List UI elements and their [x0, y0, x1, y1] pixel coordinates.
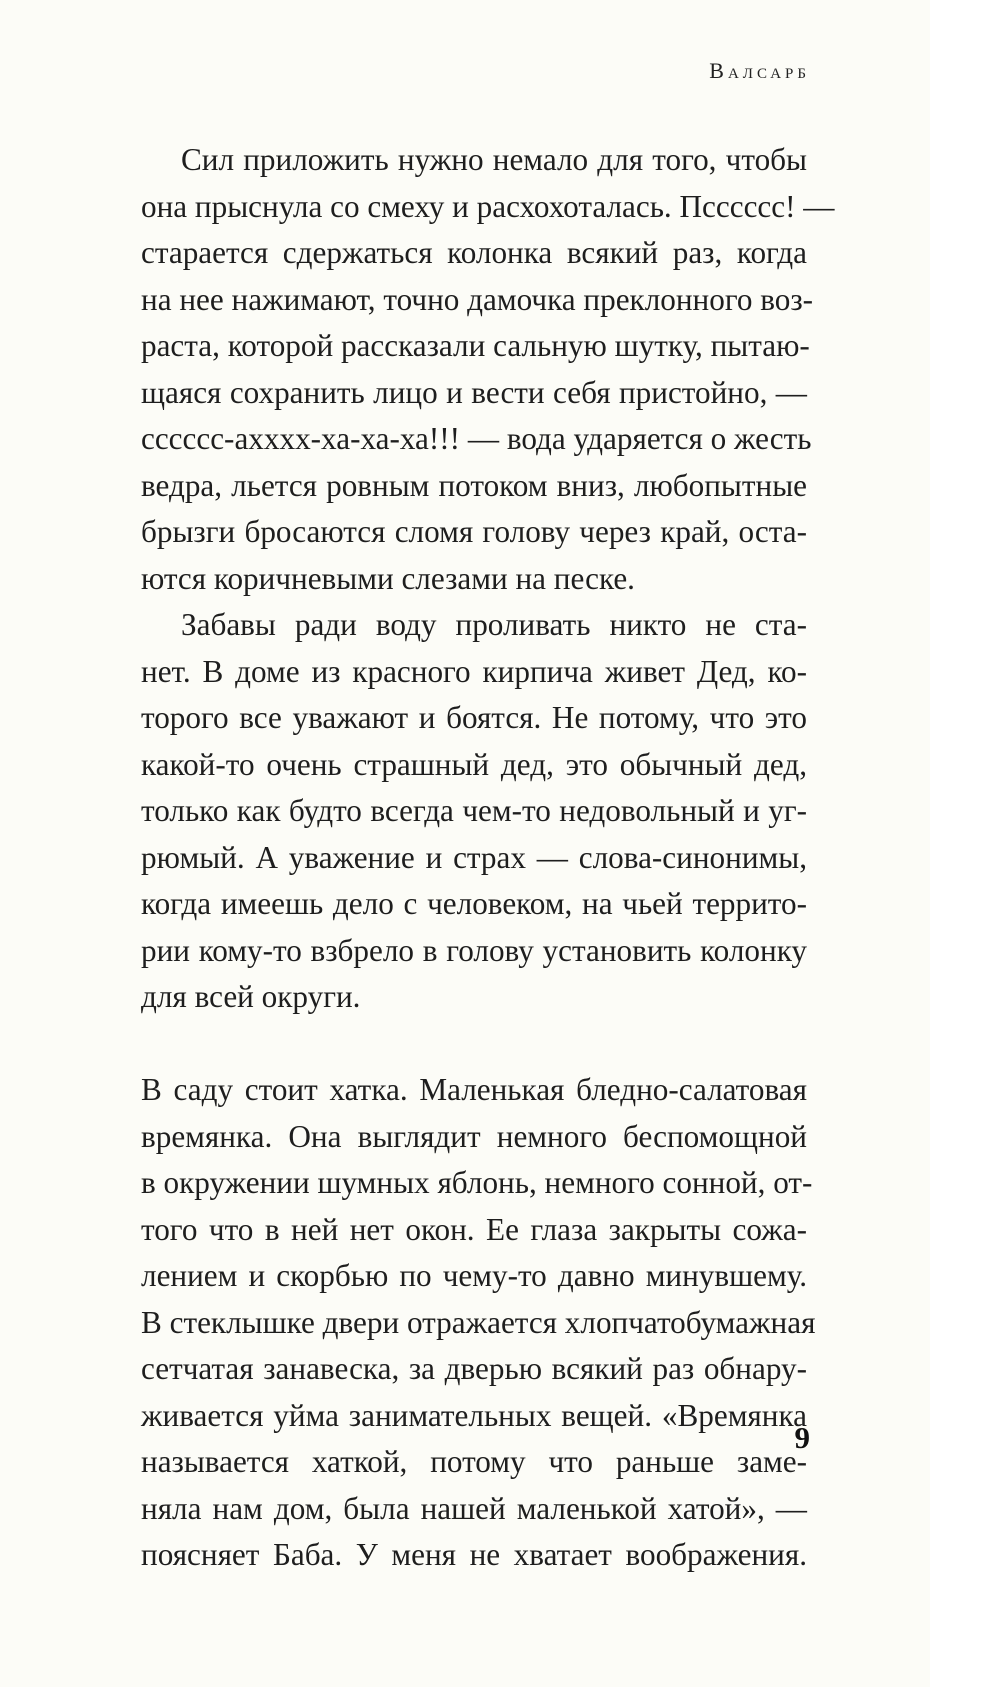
text-line: когда имеешь дело с человеком, на чьей террито- [141, 886, 807, 921]
section-break [141, 1021, 807, 1068]
text-line: брызги бросаются сломя голову через край, оста- [141, 514, 807, 549]
text-line: Сил приложить нужно немало для того, чтобы [181, 142, 807, 177]
text-line: того что в ней нет окон. Ее глаза закрыты сожа- [141, 1211, 807, 1247]
text-line: сетчатая занавеска, за дверью всякий раз обнару- [141, 1351, 807, 1386]
page-number: 9 [794, 1420, 810, 1455]
text-line: ются коричневыми слезами на песке. [141, 560, 635, 596]
text-line: рюмый. А уважение и страх — слова-синонимы, [141, 839, 807, 875]
body-text [141, 137, 835, 1579]
text-line: называется хаткой, потому что раньше заме- [141, 1444, 807, 1479]
text-line: она прыснула со смеху и расхохоталась. Псссссс! — [141, 188, 835, 224]
running-header: Валсарб [709, 58, 810, 83]
paragraph-1 [141, 137, 835, 602]
text-line: времянка. Она выглядит немного беспомощной [141, 1118, 807, 1154]
text-line: старается сдержаться колонка всякий раз, когда [141, 235, 807, 270]
paragraph-3 [141, 1067, 816, 1579]
text-line: рии кому-то взбрело в голову установить колонку [141, 932, 807, 968]
paragraph-2 [141, 602, 807, 1021]
text-line: няла нам дом, была нашей маленькой хатой», — [141, 1490, 807, 1526]
text-line: живается уйма занимательных вещей. «Времянка [141, 1397, 807, 1433]
text-line: какой-то очень страшный дед, это обычный дед, [141, 746, 807, 782]
text-line: только как будто всегда чем-то недовольный и уг- [141, 793, 807, 828]
text-line: В стеклышке двери отражается хлопчатобумажная [141, 1304, 816, 1340]
text-line: поясняет Баба. У меня не хватает воображения. [141, 1537, 807, 1572]
page-margin [930, 0, 1000, 1687]
text-line: для всей округи. [141, 979, 361, 1014]
text-line: лением и скорбью по чему-то давно минувшему. [141, 1258, 807, 1293]
text-line: ведра, льется ровным потоком вниз, любопытные [141, 467, 807, 503]
text-line: щаяся сохранить лицо и вести себя пристойно, — [141, 374, 807, 410]
text-line: в окружении шумных яблонь, немного сонной, от- [141, 1165, 813, 1200]
text-line: торого все уважают и боятся. Не потому, что это [141, 700, 807, 735]
text-line: В саду стоит хатка. Маленькая бледно-салатовая [141, 1072, 807, 1107]
text-line: Забавы ради воду проливать никто не ста- [181, 607, 807, 642]
text-line: нет. В доме из красного кирпича живет Дед, ко- [141, 653, 807, 689]
text-line: на нее нажимают, точно дамочка преклонного воз- [141, 281, 814, 317]
text-line: сссссс-ахххх-ха-ха-ха!!! — вода ударяется о жесть [141, 421, 812, 456]
text-line: раста, которой рассказали сальную шутку, пытаю- [141, 328, 810, 363]
